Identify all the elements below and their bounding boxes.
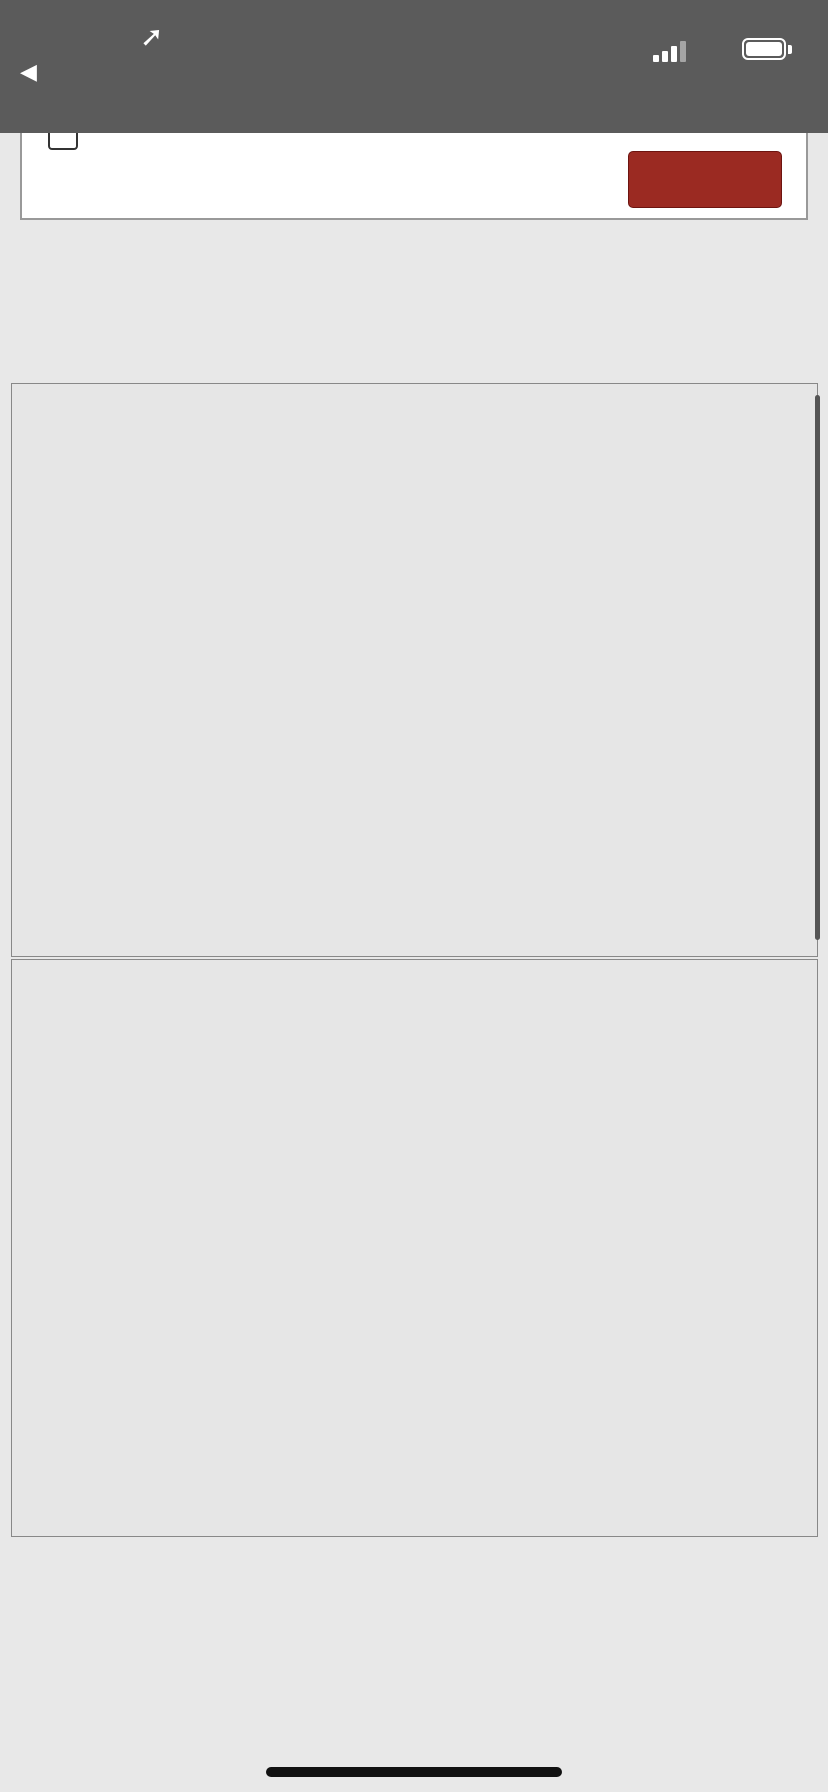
search-button[interactable] bbox=[628, 151, 782, 208]
browser-status-bar bbox=[0, 0, 828, 133]
pedigree-dam-side bbox=[11, 959, 818, 1537]
search-form bbox=[20, 133, 808, 220]
home-indicator[interactable] bbox=[266, 1767, 562, 1777]
back-to-notes-link[interactable]: ◀ bbox=[20, 60, 37, 85]
truenicks-option[interactable] bbox=[48, 133, 88, 151]
truenicks-checkbox[interactable] bbox=[48, 133, 78, 150]
pedigree-sire-side bbox=[11, 383, 818, 957]
cellular-signal-icon bbox=[653, 38, 689, 62]
location-arrow-icon: ➚ bbox=[140, 21, 164, 52]
scrollbar[interactable] bbox=[815, 395, 820, 940]
battery-icon bbox=[742, 38, 786, 60]
